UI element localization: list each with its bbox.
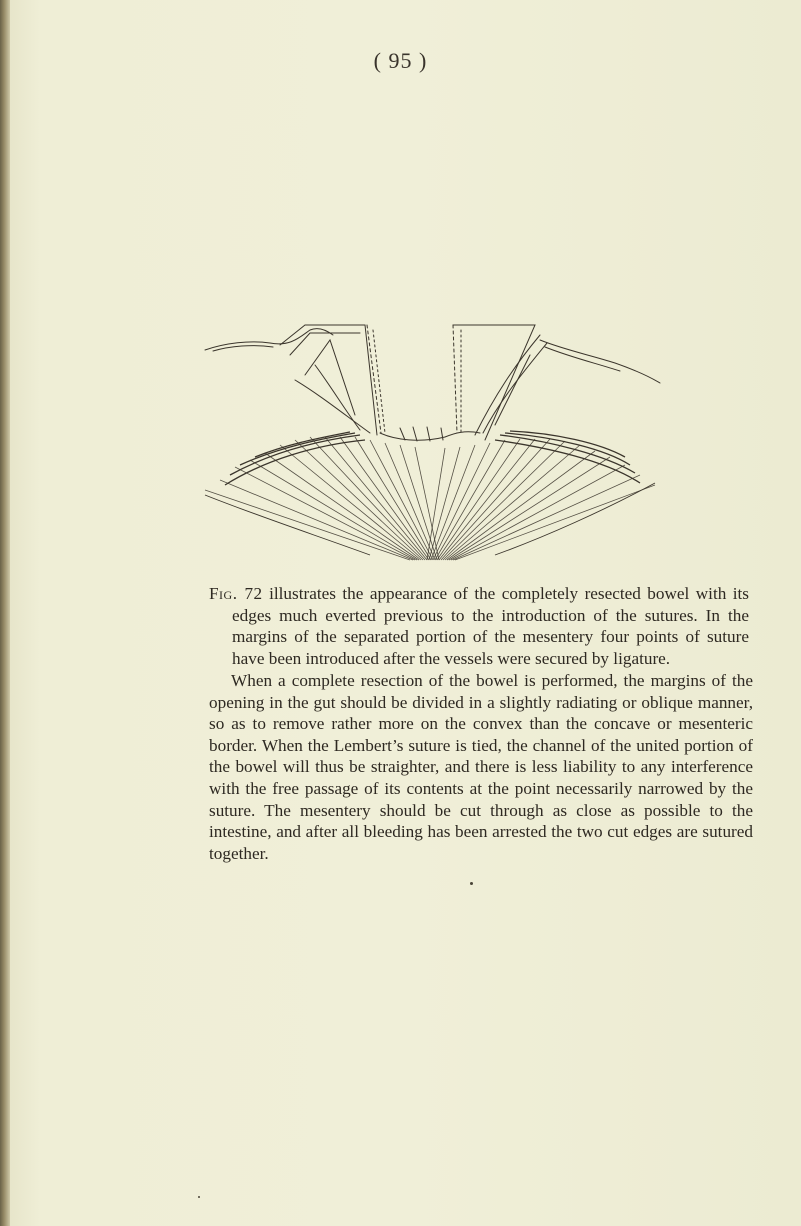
figure-caption-text: illustrates the appearance of the completely resected bowel with its edges much everted previous to the introduction of the sutures. In the margins of the separated portion of the mesentery four points of suture have been introduced after the vessels were secured by ligature.	[232, 584, 749, 668]
bowel-resection-illustration	[195, 315, 665, 570]
figure-caption	[209, 583, 749, 669]
body-paragraph-text: When a complete resection of the bowel is performed, the margins of the opening in the gut should be divided in a slightly radiating or oblique manner, so as to remove rather more on the convex than the concave or mesenteric border. When the Lembert’s suture is tied, the channel of the united portion of the bowel will thus be straighter, and there is less liability to any interference with the free passage of its contents at the point necessarily narrowed by the suture. The mesentery should be cut through as close as possible to the intestine, and after all bleeding has been arrested the two cut edges are sutured together.	[209, 671, 753, 863]
figure-label: Fig. 72	[209, 584, 263, 603]
page-number: ( 95 )	[373, 48, 428, 73]
paper-speck	[198, 1196, 200, 1198]
paper-speck	[470, 882, 473, 885]
body-paragraph	[209, 670, 753, 864]
binding-edge	[0, 0, 10, 1226]
